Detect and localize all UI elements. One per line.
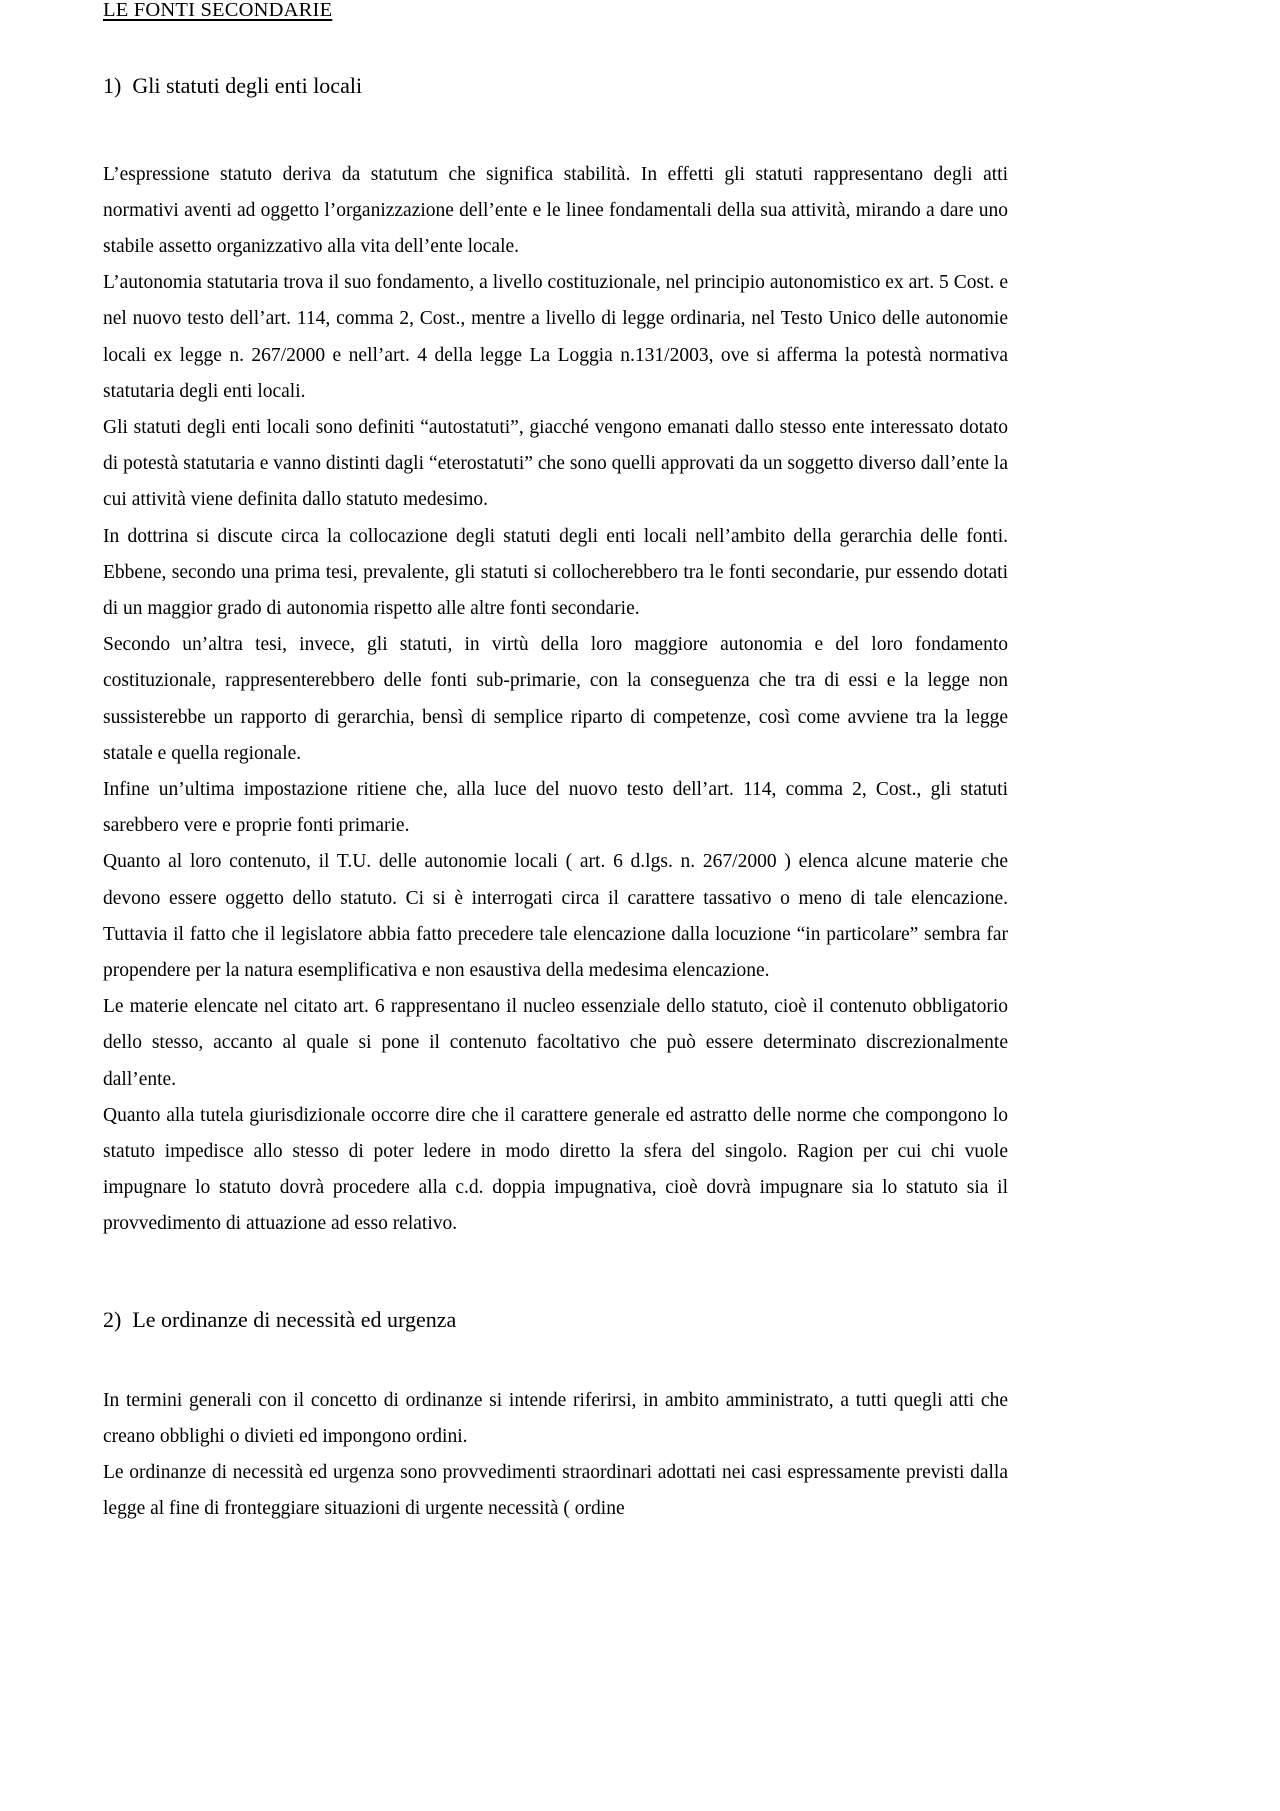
paragraph: Infine un’ultima impostazione ritiene che, alla luce del nuovo testo dell’art. 114, comma 2, Cost., gli statuti sarebbero vere e proprie fonti primarie.: [103, 778, 1008, 837]
paragraph: L’espressione statuto deriva da statutum che significa stabilità. In effetti gli statuti rappresentano degli atti normativi aventi ad oggetto l’organizzazione dell’ente e le linee fondamentali della sua attività, mirando a dare uno stabile assetto organizzativo alla vita dell’ente locale.: [103, 163, 1008, 257]
section-heading-1: 1) Gli statuti degli enti locali: [103, 72, 363, 98]
heading-2-spacer: [103, 1331, 1008, 1383]
paragraph: Le materie elencate nel citato art. 6 rappresentano il nucleo essenziale dello statuto, cioè il contenuto obbligatorio dello stesso, accanto al quale si pone il contenuto facoltativo che può essere determinato discrezionalmente dall’ente.: [103, 996, 1008, 1090]
paragraph: Secondo un’altra tesi, invece, gli statuti, in virtù della loro maggiore autonomia e del loro fondamento costituzionale, rappresenterebbero delle fonti sub-primarie, con la conseguenza che tra di essi e la legge non sussisterebbe un rapporto di gerarchia, bensì di semplice riparto di competenze, così come avviene tra la legge statale e quella regionale.: [103, 634, 1008, 764]
section-heading-2: 2) Le ordinanze di necessità ed urgenza: [103, 1306, 457, 1332]
page-title: LE FONTI SECONDARIE: [103, 0, 333, 21]
paragraph: Quanto al loro contenuto, il T.U. delle autonomie locali ( art. 6 d.lgs. n. 267/2000 ) elenca alcune materie che devono essere oggetto dello statuto. Ci si è interrogati circa il carattere tassativo o meno di tale elencazione. Tuttavia il fatto che il legislatore abbia fatto precedere tale elencazione dalla locuzione “in particolare” sembra far propendere per la natura esemplificativa e non esaustiva della medesima elencazione.: [103, 851, 1008, 981]
paragraph: Gli statuti degli enti locali sono definiti “autostatuti”, giacché vengono emanati dallo stesso ente interessato dotato di potestà statutaria e vanno distinti dagli “eterostatuti” che sono quelli approvati da un soggetto diverso dall’ente la cui attività viene definita dallo statuto medesimo.: [103, 416, 1008, 511]
paragraph: In termini generali con il concetto di ordinanze si intende riferirsi, in ambito amministrato, a tutti quegli atti che creano obblighi o divieti ed impongono ordini.: [103, 1389, 1008, 1447]
heading-2-top-spacer: [103, 1243, 1008, 1309]
title-spacer: [103, 21, 1008, 75]
paragraph: Le ordinanze di necessità ed urgenza sono provvedimenti straordinari adottati nei casi espressamente previsti dalla legge al fine di fronteggiare situazioni di urgente necessità ( ordine: [103, 1462, 1008, 1520]
paragraph: L’autonomia statutaria trova il suo fondamento, a livello costituzionale, nel principio autonomistico ex art. 5 Cost. e nel nuovo testo dell’art. 114, comma 2, Cost., mentre a livello di legge ordinaria, nel Testo Unico delle autonomie locali ex legge n. 267/2000 e nell’art. 4 della legge La Loggia n.131/2003, ove si afferma la potestà normativa statutaria degli enti locali.: [103, 272, 1008, 402]
document-content: [103, 0, 1008, 1527]
paragraph: Quanto alla tutela giurisdizionale occorre dire che il carattere generale ed astratto delle norme che compongono lo statuto impedisce allo stesso di poter ledere in modo diretto la sfera del singolo. Ragion per cui chi vuole impugnare lo statuto dovrà procedere alla c.d. doppia impugnativa, cioè dovrà impugnare sia lo statuto sia il provvedimento di attuazione ad esso relativo.: [103, 1104, 1008, 1235]
paragraph: In dottrina si discute circa la collocazione degli statuti degli enti locali nell’ambito della gerarchia delle fonti. Ebbene, secondo una prima tesi, prevalente, gli statuti si collocherebbero tra le fonti secondarie, pur essendo dotati di un maggior grado di autonomia rispetto alle altre fonti secondarie.: [103, 525, 1008, 619]
heading-1-spacer: [103, 97, 1008, 157]
